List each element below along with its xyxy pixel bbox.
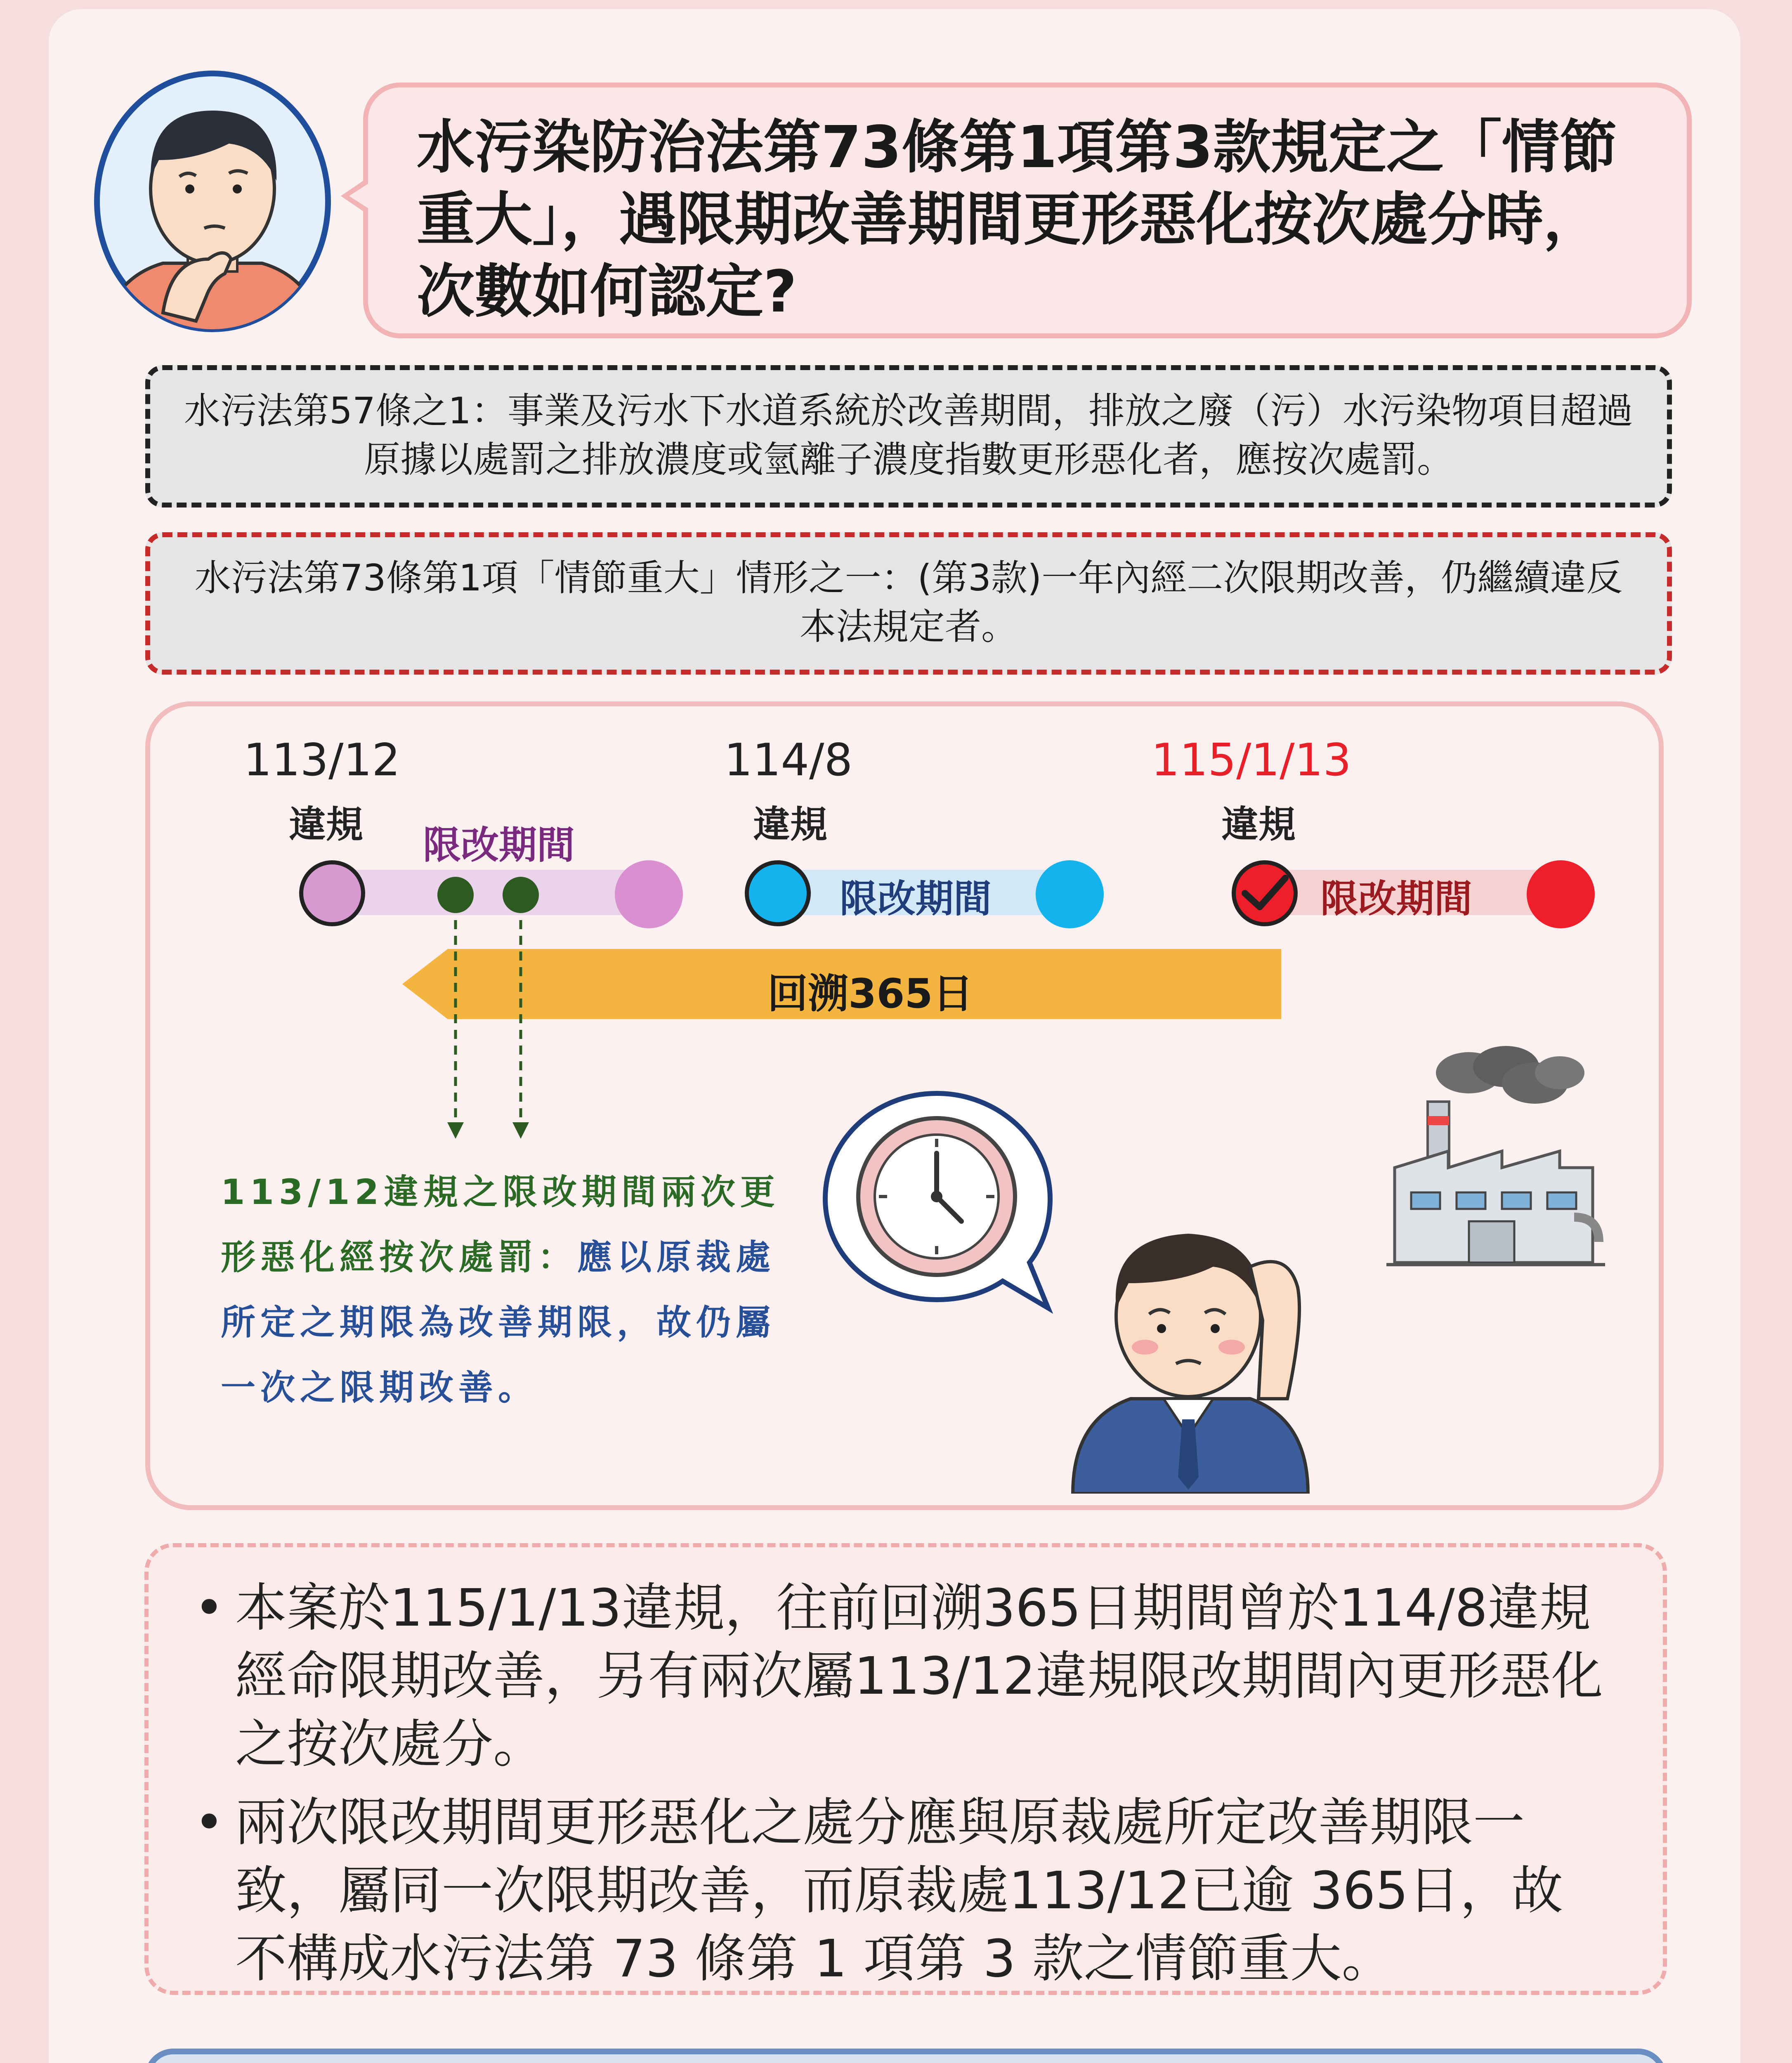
explanation-box (144, 1543, 1667, 1995)
checkmark-icon (1240, 871, 1289, 916)
lookback-label: 回溯365日 (767, 970, 973, 1017)
law-box-57-1: 水污法第57條之1：事業及污水下水道系統於改善期間，排放之廢（污）水污染物項目超過原據以處罰之排放濃度或氫離子濃度指數更形惡化者，應按次處罰。 (145, 365, 1672, 507)
event-date-3: 115/1/13 (1151, 734, 1352, 786)
period-label-1: 限改期間 (423, 823, 575, 867)
timeline-note-blue: 應以原裁處所定之期限為改善期限，故仍屬一次之限期改善。 (221, 1237, 776, 1408)
clock-icon (817, 1085, 1073, 1316)
period-bar-1 (314, 870, 664, 915)
period-end-3 (1527, 860, 1595, 928)
penalty-dot-1 (437, 877, 474, 913)
worried-man-icon (1056, 1205, 1329, 1494)
event-date-2: 114/8 (724, 734, 853, 786)
bullet-marker-1: • (194, 1578, 224, 1638)
event-marker-1 (299, 860, 365, 926)
explanation-bullet-1: 本案於115/1/13違規，往前回溯365日期間曾於114/8違規經命限期改善，另有兩次屬113/12違規限改期間內更形惡化之按次處分。 (235, 1578, 1603, 1774)
bullet-marker-2: • (194, 1793, 224, 1853)
timeline-note-green: 113/12違規之限改期間兩次更形惡化經按次處罰： (221, 1172, 780, 1277)
law-box-73-1: 水污法第73條第1項「情節重大」情形之一：(第3款)一年內經二次限期改善，仍繼續違反本法規定者。 (145, 532, 1672, 675)
period-label-2: 限改期間 (840, 877, 992, 921)
penalty-dot-2 (503, 877, 539, 913)
thinking-person-avatar (89, 65, 336, 346)
event-marker-2 (745, 860, 811, 926)
conclusion-box (144, 2049, 1667, 2063)
period-end-1 (615, 860, 683, 928)
event-violation-1: 違規 (289, 803, 363, 846)
period-label-3: 限改期間 (1320, 877, 1473, 921)
timeline-note (221, 1159, 798, 1420)
explanation-bullet-2: 兩次限改期間更形惡化之處分應與原裁處所定改善期限一致，屬同一次限期改善，而原裁處113/12已逾 365日，故不構成水污法第 73 條第 1 項第 3 款之情節重大。 (235, 1793, 1563, 1989)
penalty-down-arrows (446, 920, 549, 1143)
period-end-2 (1036, 860, 1104, 928)
event-violation-2: 違規 (753, 803, 827, 846)
factory-icon (1386, 1044, 1605, 1275)
speech-tail-inner (349, 183, 369, 209)
question-title: 水污染防治法第73條第1項第3款規定之「情節重大」，遇限期改善期間更形惡化按次處分時，次數如何認定? (417, 114, 1617, 326)
event-date-1: 113/12 (243, 734, 400, 786)
event-violation-3: 違規 (1221, 803, 1296, 846)
